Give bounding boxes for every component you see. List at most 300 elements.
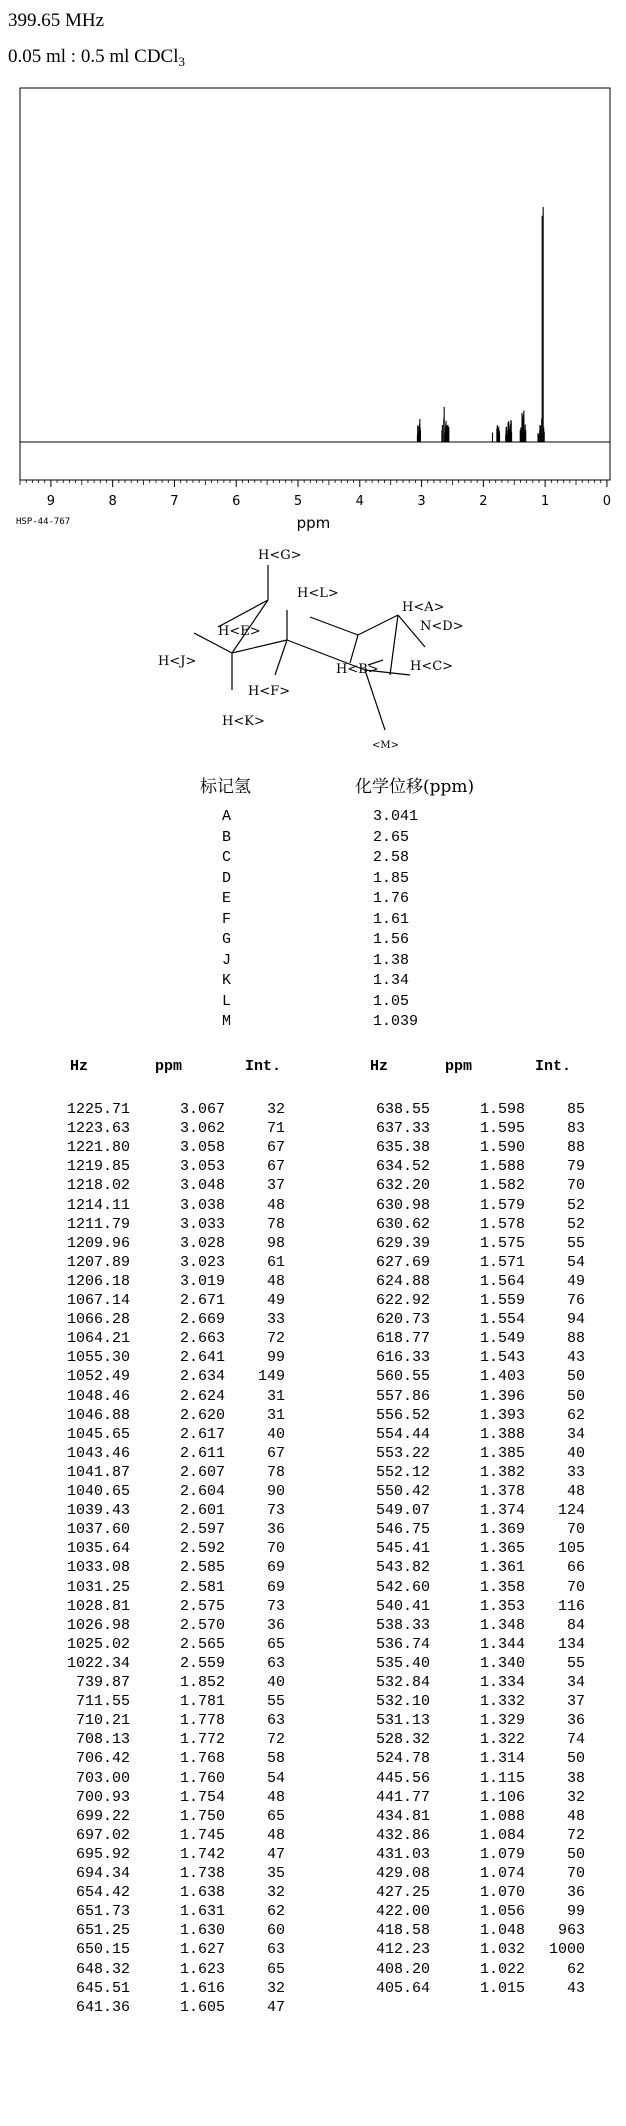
peak-hz: 627.69: [375, 1253, 430, 1271]
peak-row: [0, 1445, 300, 1464]
peak-int: 61: [266, 1253, 285, 1271]
peak-hz: 630.98: [375, 1196, 430, 1214]
peak-row: [300, 1311, 600, 1330]
peak-hz: 445.56: [375, 1769, 430, 1787]
peak-int: 83: [566, 1120, 585, 1138]
peak-row: [300, 1770, 600, 1789]
peak-row: [300, 1980, 600, 1999]
peak-int: 67: [266, 1444, 285, 1462]
peak-hz: 434.81: [375, 1807, 430, 1825]
peak-int: 99: [566, 1903, 585, 1921]
peak-hz: 554.44: [375, 1425, 430, 1443]
peak-row: [0, 1388, 300, 1407]
peak-int: 36: [266, 1616, 285, 1634]
peak-ppm: 1.738: [179, 1865, 225, 1882]
peak-int: 90: [266, 1483, 285, 1500]
peak-ppm: 1.344: [479, 1635, 525, 1653]
assignment-header-label: 标记氢: [200, 777, 251, 797]
peak-int: 79: [566, 1158, 585, 1176]
peak-hz: 1207.89: [66, 1253, 130, 1271]
x-tick-label: 5: [293, 494, 303, 509]
peak-ppm: 2.592: [179, 1540, 225, 1558]
peak-hz: 1218.02: [66, 1177, 130, 1195]
peak-int: 32: [266, 1979, 285, 1997]
peak-int: 70: [266, 1540, 285, 1558]
peak-int: 40: [566, 1444, 585, 1462]
peak-row: [300, 1426, 600, 1445]
peak-ppm: 1.571: [479, 1253, 525, 1271]
peak-int: 74: [566, 1731, 585, 1749]
peak-int: 36: [566, 1712, 585, 1730]
peak-hz: 650.15: [75, 1941, 130, 1959]
peak-int: 60: [266, 1922, 285, 1940]
peak-row: [300, 1292, 600, 1311]
peak-hz: 1031.25: [66, 1578, 130, 1596]
peak-row: [300, 1865, 600, 1884]
peak-ppm: 1.348: [479, 1616, 525, 1634]
assignment-shift: 1.76: [373, 890, 410, 907]
peak-hz: 422.00: [375, 1903, 430, 1921]
peak-row: [300, 1177, 600, 1196]
assignment-shift: 1.34: [373, 972, 410, 989]
assignment-shift: 1.85: [373, 869, 410, 887]
peak-int: 72: [266, 1731, 285, 1749]
peak-int: 69: [266, 1559, 285, 1577]
peak-int: 52: [566, 1196, 585, 1214]
assignment-row: [0, 829, 626, 850]
peak-row: [0, 1731, 300, 1750]
peak-row: [300, 1903, 600, 1922]
peak-hz: 1026.98: [66, 1616, 130, 1634]
peak-ppm: 3.053: [179, 1158, 225, 1176]
peak-ppm: 1.630: [179, 1922, 225, 1940]
peak-int: 72: [566, 1826, 585, 1844]
peak-hz: 1025.02: [66, 1635, 130, 1653]
peak-ppm: 1.378: [479, 1483, 525, 1500]
peak-hz: 654.42: [75, 1884, 130, 1902]
peak-int: 88: [566, 1139, 585, 1157]
peak-hz: 1045.65: [66, 1425, 130, 1443]
molecule-structure: [140, 535, 500, 765]
peak-int: 72: [266, 1330, 285, 1348]
peak-int: 85: [566, 1101, 585, 1118]
peak-int: 88: [566, 1330, 585, 1348]
peak-hz: 1223.63: [66, 1120, 130, 1138]
peak-int: 63: [266, 1941, 285, 1959]
peak-ppm: 1.595: [479, 1120, 525, 1138]
peak-int: 50: [566, 1845, 585, 1863]
solvent-info: [8, 46, 185, 70]
peak-row: [0, 1177, 300, 1196]
peak-row: [300, 1502, 600, 1521]
assignment-label: G: [222, 931, 232, 948]
peak-row: [300, 1368, 600, 1387]
peak-int: 49: [566, 1272, 585, 1290]
peak-ppm: 1.106: [479, 1788, 525, 1806]
peak-ppm: 1.088: [479, 1807, 525, 1825]
peak-row: [300, 1216, 600, 1235]
peak-row: [0, 1903, 300, 1922]
peak-int: 40: [266, 1674, 285, 1691]
peak-int: 43: [566, 1979, 585, 1997]
peak-int: 48: [566, 1807, 585, 1825]
peak-int: 54: [566, 1253, 585, 1271]
peak-hz: 624.88: [375, 1272, 430, 1290]
assignment-row: [0, 911, 626, 932]
peak-hz: 556.52: [375, 1406, 430, 1424]
peak-hz: 405.64: [375, 1979, 430, 1997]
peak-int: 62: [566, 1960, 585, 1978]
peak-ppm: 1.745: [179, 1826, 225, 1844]
peak-row: [300, 1101, 600, 1120]
peak-int: 963: [557, 1922, 585, 1940]
peak-int: 76: [566, 1292, 585, 1309]
label-h-b: H<B>: [336, 662, 379, 677]
peak-int: 62: [266, 1903, 285, 1921]
peak-hz: 546.75: [375, 1521, 430, 1539]
peak-int: 37: [266, 1177, 285, 1195]
peak-row: [0, 1502, 300, 1521]
peak-row: [300, 1445, 600, 1464]
peak-hz: 1209.96: [66, 1234, 130, 1252]
peak-ppm: 1.559: [479, 1292, 525, 1309]
spectrometer-frequency: 399.65 MHz: [8, 10, 105, 31]
peak-ppm: 2.604: [179, 1483, 225, 1500]
peak-ppm: 2.620: [179, 1406, 225, 1424]
peak-ppm: 1.115: [479, 1769, 525, 1787]
peak-row: [0, 1464, 300, 1483]
peak-header-int-left: Int.: [245, 1058, 282, 1075]
peak-hz: 1048.46: [66, 1387, 130, 1405]
peak-ppm: 1.369: [479, 1521, 525, 1539]
peak-ppm: 1.032: [479, 1941, 525, 1959]
assignment-label: E: [222, 890, 232, 907]
peak-ppm: 2.641: [179, 1349, 225, 1367]
peak-ppm: 1.623: [179, 1960, 225, 1978]
peak-hz: 427.25: [375, 1884, 430, 1902]
peak-hz: 550.42: [375, 1483, 430, 1500]
peak-int: 67: [266, 1158, 285, 1176]
peak-hz: 638.55: [375, 1101, 430, 1118]
peak-ppm: 1.582: [479, 1177, 525, 1195]
peak-int: 65: [266, 1635, 285, 1653]
peak-row: [300, 1655, 600, 1674]
peak-hz: 528.32: [375, 1731, 430, 1749]
peak-hz: 622.92: [375, 1292, 430, 1309]
label-h-k: H<K>: [222, 714, 265, 729]
peak-int: 48: [566, 1483, 585, 1500]
peak-row: [300, 1636, 600, 1655]
peak-ppm: 1.578: [479, 1215, 525, 1233]
peak-row: [300, 1617, 600, 1636]
peak-int: 31: [266, 1406, 285, 1424]
peak-int: 54: [266, 1769, 285, 1787]
peak-int: 48: [266, 1826, 285, 1844]
peak-ppm: 1.742: [179, 1845, 225, 1863]
x-tick-label: 2: [479, 494, 488, 509]
peak-ppm: 1.781: [179, 1693, 225, 1711]
peak-ppm: 2.624: [179, 1387, 225, 1405]
label-h-f: H<F>: [248, 684, 291, 699]
peak-row: [300, 1884, 600, 1903]
peak-int: 105: [557, 1540, 585, 1558]
peak-int: 50: [566, 1750, 585, 1768]
peak-ppm: 1.588: [479, 1158, 525, 1176]
peak-ppm: 1.627: [179, 1941, 225, 1959]
peak-ppm: 1.760: [179, 1769, 225, 1787]
peak-ppm: 1.543: [479, 1349, 525, 1367]
peak-int: 36: [566, 1884, 585, 1902]
peak-ppm: 2.597: [179, 1521, 225, 1539]
peak-hz: 1211.79: [66, 1215, 130, 1233]
spectrum-code-label: HSP-44-767: [16, 517, 71, 527]
peak-int: 70: [566, 1521, 585, 1539]
peak-ppm: 3.033: [179, 1215, 225, 1233]
peak-ppm: 2.575: [179, 1597, 225, 1615]
peak-int: 116: [557, 1597, 585, 1615]
x-tick-label: 6: [232, 494, 241, 509]
peak-ppm: 3.023: [179, 1253, 225, 1271]
peak-ppm: 1.332: [479, 1693, 525, 1711]
x-tick-label: 8: [108, 494, 117, 509]
peak-hz: 1022.34: [66, 1654, 130, 1672]
peak-ppm: 1.361: [479, 1559, 525, 1577]
peak-row: [300, 1540, 600, 1559]
x-tick-label: 7: [170, 494, 179, 509]
peak-header-hz-left: Hz: [70, 1058, 89, 1075]
peak-ppm: 3.038: [179, 1196, 225, 1214]
peak-row: [0, 1750, 300, 1769]
peak-int: 34: [566, 1674, 585, 1691]
peak-ppm: 1.396: [479, 1387, 525, 1405]
peak-hz: 1055.30: [66, 1349, 130, 1367]
x-tick-label: 0: [602, 494, 612, 509]
peak-ppm: 2.663: [179, 1330, 225, 1348]
peak-ppm: 2.585: [179, 1559, 225, 1577]
peak-row: [0, 1789, 300, 1808]
peak-int: 99: [266, 1349, 285, 1367]
peak-row: [300, 1941, 600, 1960]
peak-ppm: 1.340: [479, 1654, 525, 1672]
peak-int: 73: [266, 1502, 285, 1520]
peak-row: [300, 1349, 600, 1368]
peak-int: 65: [266, 1960, 285, 1978]
peak-ppm: 1.772: [179, 1731, 225, 1749]
peak-hz: 545.41: [375, 1540, 430, 1558]
peak-ppm: 1.329: [479, 1712, 525, 1730]
peak-ppm: 1.322: [479, 1731, 525, 1749]
peak-hz: 431.03: [375, 1845, 430, 1863]
peak-ppm: 2.581: [179, 1578, 225, 1596]
peak-ppm: 1.778: [179, 1712, 225, 1730]
peak-ppm: 1.403: [479, 1368, 525, 1386]
peak-ppm: 1.754: [179, 1788, 225, 1806]
peak-row: [0, 1311, 300, 1330]
assignment-label: J: [222, 951, 232, 969]
assignment-row: [0, 890, 626, 911]
peak-header-ppm-left: ppm: [155, 1058, 183, 1075]
assignment-label: M: [222, 1013, 232, 1030]
peak-int: 70: [566, 1865, 585, 1882]
peak-hz: 408.20: [375, 1960, 430, 1978]
peak-row: [0, 1579, 300, 1598]
peak-ppm: 1.638: [179, 1884, 225, 1902]
peak-int: 50: [566, 1368, 585, 1386]
peak-row: [0, 1273, 300, 1292]
peak-ppm: 1.079: [479, 1845, 525, 1863]
peak-hz: 549.07: [375, 1502, 430, 1520]
peak-row: [0, 1865, 300, 1884]
peak-row: [300, 1922, 600, 1941]
peak-hz: 694.34: [75, 1865, 130, 1882]
peak-header-hz-right: Hz: [370, 1058, 389, 1075]
peak-row: [300, 1464, 600, 1483]
peak-hz: 535.40: [375, 1654, 430, 1672]
peak-row: [0, 1674, 300, 1693]
peak-int: 55: [566, 1234, 585, 1252]
peak-hz: 1206.18: [66, 1272, 130, 1290]
peak-int: 62: [566, 1406, 585, 1424]
peak-ppm: 1.605: [179, 1998, 225, 2016]
peak-hz: 739.87: [75, 1674, 130, 1691]
peak-int: 78: [266, 1215, 285, 1233]
peak-row: [0, 1120, 300, 1139]
peak-hz: 710.21: [75, 1712, 130, 1730]
peak-hz: 412.23: [375, 1941, 430, 1959]
peak-ppm: 1.393: [479, 1406, 525, 1424]
peak-ppm: 2.601: [179, 1502, 225, 1520]
peak-ppm: 3.019: [179, 1272, 225, 1290]
peak-ppm: 1.056: [479, 1903, 525, 1921]
peak-row: [300, 1273, 600, 1292]
solvent-subscript: 3: [178, 54, 185, 69]
peak-int: 48: [266, 1272, 285, 1290]
assignment-row: [0, 931, 626, 952]
peak-row: [0, 1980, 300, 1999]
label-h-g: H<G>: [258, 548, 302, 563]
peak-hz: 630.62: [375, 1215, 430, 1233]
peak-hz: 699.22: [75, 1807, 130, 1825]
peak-int: 36: [266, 1521, 285, 1539]
peak-hz: 703.00: [75, 1769, 130, 1787]
peak-ppm: 1.554: [479, 1311, 525, 1329]
peak-row: [300, 1197, 600, 1216]
peak-hz: 651.25: [75, 1922, 130, 1940]
peak-row: [0, 1158, 300, 1177]
peak-ppm: 1.385: [479, 1444, 525, 1462]
label-h-c: H<C>: [410, 659, 454, 674]
peak-hz: 618.77: [375, 1330, 430, 1348]
peak-int: 49: [266, 1292, 285, 1309]
peak-ppm: 2.669: [179, 1311, 225, 1329]
peak-header-ppm-right: ppm: [445, 1058, 473, 1075]
peak-ppm: 2.671: [179, 1292, 225, 1309]
peak-row: [300, 1731, 600, 1750]
peak-hz: 1046.88: [66, 1406, 130, 1424]
peak-hz: 651.73: [75, 1903, 130, 1921]
peak-int: 98: [266, 1234, 285, 1252]
assignment-shift: 2.58: [373, 849, 410, 866]
peak-row: [0, 1827, 300, 1846]
peak-hz: 616.33: [375, 1349, 430, 1367]
peak-row: [0, 1922, 300, 1941]
peak-hz: 697.02: [75, 1826, 130, 1844]
peak-ppm: 2.617: [179, 1425, 225, 1443]
peak-int: 78: [266, 1463, 285, 1481]
peak-hz: 1035.64: [66, 1540, 130, 1558]
peak-int: 33: [266, 1311, 285, 1329]
assignment-table: [0, 808, 626, 1034]
peak-int: 63: [266, 1712, 285, 1730]
peak-row: [0, 1941, 300, 1960]
peak-hz: 543.82: [375, 1559, 430, 1577]
peak-hz: 641.36: [75, 1998, 130, 2016]
peak-int: 69: [266, 1578, 285, 1596]
peak-ppm: 3.067: [179, 1101, 225, 1118]
peak-ppm: 1.374: [479, 1502, 525, 1520]
peak-row: [0, 1655, 300, 1674]
peak-ppm: 1.353: [479, 1597, 525, 1615]
peak-hz: 635.38: [375, 1139, 430, 1157]
peak-row: [300, 1407, 600, 1426]
peak-row: [0, 1559, 300, 1578]
peak-row: [0, 1407, 300, 1426]
peak-ppm: 1.334: [479, 1674, 525, 1691]
peak-ppm: 3.028: [179, 1234, 225, 1252]
peak-row: [0, 1712, 300, 1731]
peak-row: [0, 1521, 300, 1540]
peak-ppm: 1.575: [479, 1234, 525, 1252]
peak-row: [300, 1961, 600, 1980]
x-tick-label: 3: [417, 494, 426, 509]
peak-row: [300, 1674, 600, 1693]
assignment-row: [0, 808, 626, 829]
peak-int: 43: [566, 1349, 585, 1367]
peak-row: [0, 1884, 300, 1903]
peak-hz: 695.92: [75, 1845, 130, 1863]
peak-int: 73: [266, 1597, 285, 1615]
peak-hz: 1221.80: [66, 1139, 130, 1157]
peak-ppm: 1.048: [479, 1922, 525, 1940]
peak-ppm: 1.750: [179, 1807, 225, 1825]
peak-int: 67: [266, 1139, 285, 1157]
peak-hz: 700.93: [75, 1788, 130, 1806]
peak-int: 84: [566, 1616, 585, 1634]
peak-hz: 706.42: [75, 1750, 130, 1768]
peak-ppm: 3.062: [179, 1120, 225, 1138]
peak-ppm: 2.559: [179, 1654, 225, 1672]
peak-row: [300, 1750, 600, 1769]
assignment-shift: 1.05: [373, 992, 410, 1010]
peak-ppm: 1.598: [479, 1101, 525, 1118]
peak-hz: 645.51: [75, 1979, 130, 1997]
peak-row: [0, 1598, 300, 1617]
peak-ppm: 3.058: [179, 1139, 225, 1157]
assignment-shift: 1.61: [373, 910, 410, 928]
peak-ppm: 1.358: [479, 1578, 525, 1596]
peak-hz: 711.55: [75, 1693, 130, 1711]
assignment-row: [0, 952, 626, 973]
peak-row: [0, 1101, 300, 1120]
peak-row: [300, 1158, 600, 1177]
peak-hz: 531.13: [375, 1712, 430, 1730]
peak-ppm: 1.388: [479, 1425, 525, 1443]
peak-hz: 1064.21: [66, 1330, 130, 1348]
peak-row: [300, 1808, 600, 1827]
peak-hz: 648.32: [75, 1960, 130, 1978]
peak-row: [0, 1139, 300, 1158]
peak-hz: 432.86: [375, 1826, 430, 1844]
